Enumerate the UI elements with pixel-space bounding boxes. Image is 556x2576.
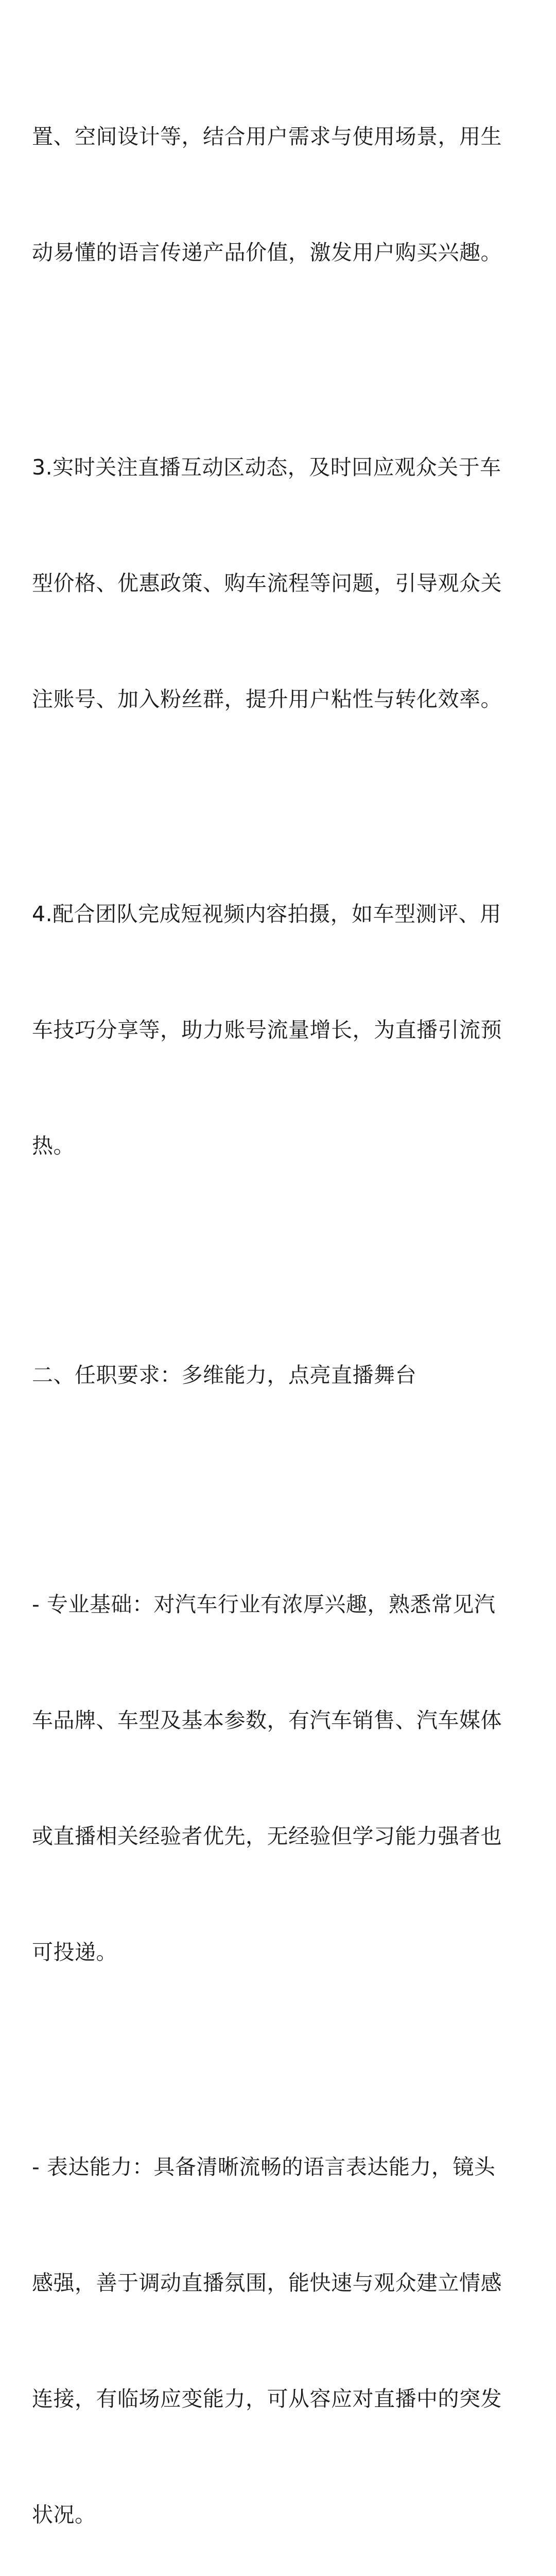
text-line: 4.配合团队完成短视频内容拍摄，如车型测评、用 <box>32 902 501 926</box>
paragraph-spacer <box>32 1472 529 1508</box>
text-line: 状况。 <box>32 2502 96 2527</box>
paragraph-duty-4 <box>32 818 529 1243</box>
text-line: 连接，有临场应变能力，可从容应对直播中的突发 <box>32 2386 502 2411</box>
text-line: 置、空间设计等，结合用户需求与使用场景，用生 <box>32 124 502 149</box>
paragraph-intro-continued <box>32 40 529 349</box>
text-line: - 表达能力：具备清晰流畅的语言表达能力，镜头 <box>32 2155 496 2179</box>
paragraph-spacer <box>32 796 529 818</box>
paragraph-req-professional <box>32 1508 529 2049</box>
text-line: 注账号、加入粉丝群，提升用户粘性与转化效率。 <box>32 687 502 711</box>
article-body <box>32 40 529 2576</box>
section-heading <box>32 1279 529 1472</box>
paragraph-spacer <box>32 349 529 371</box>
text-line: 车技巧分享等，助力账号流量增长，为直播引流预 <box>32 1018 502 1042</box>
paragraph-spacer <box>32 1243 529 1279</box>
text-line: 可投递。 <box>32 1940 117 1964</box>
heading-text: 二、任职要求：多维能力，点亮直播舞台 <box>32 1363 416 1387</box>
text-line: 或直播相关经验者优先，无经验但学习能力强者也 <box>32 1824 502 1849</box>
text-line: - 专业基础：对汽车行业有浓厚兴趣，熟悉常见汽 <box>32 1592 496 1617</box>
text-line: 动易懂的语言传递产品价值，激发用户购买兴趣。 <box>32 240 502 265</box>
text-line: 热。 <box>32 1133 75 1158</box>
text-line: 感强，善于调动直播氛围，能快速与观众建立情感 <box>32 2270 502 2295</box>
text-line: 3.实时关注直播互动区动态，及时回应观众关于车 <box>32 455 501 480</box>
paragraph-duty-3 <box>32 371 529 796</box>
paragraph-req-expression <box>32 2071 529 2576</box>
text-line: 车品牌、车型及基本参数，有汽车销售、汽车媒体 <box>32 1708 502 1733</box>
text-line: 型价格、优惠政策、购车流程等问题，引导观众关 <box>32 571 502 596</box>
paragraph-spacer <box>32 2049 529 2071</box>
